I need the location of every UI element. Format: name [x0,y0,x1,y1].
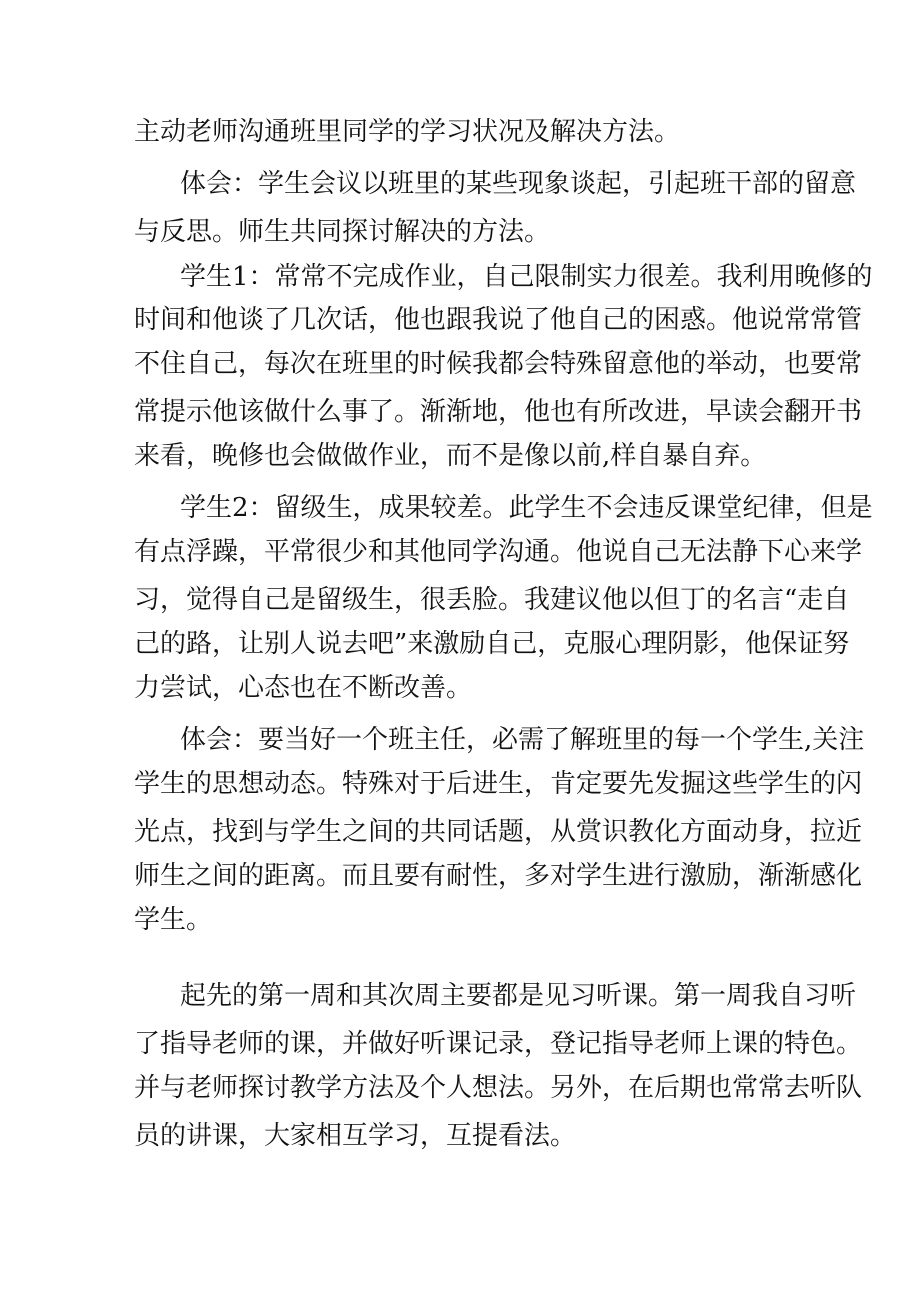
text-line: 与反思。师生共同探讨解决的方法。 [134,217,551,247]
paragraph-4-line-2 [0,812,920,852]
paragraph-2-line-3 [0,392,920,432]
text-line: 师生之间的距离。而且要有耐性，多对学生进行激励，渐渐感化 [134,861,863,891]
paragraph-4-line-3 [0,856,920,896]
paragraph-1-line-1 [0,212,920,252]
paragraph-4-line-0 [0,720,920,760]
paragraph-1-line-0 [0,164,920,204]
paragraph-2-line-2 [0,344,920,384]
paragraph-3-line-0 [0,488,920,528]
text-line: 力尝试，心态也在不断改善。 [134,673,473,703]
text-line: 学生。 [134,905,213,935]
text-line: 体会：学生会议以班里的某些现象谈起，引起班干部的留意 [180,169,857,199]
text-line: 并与老师探讨教学方法及个人想法。另外，在后期也常常去听队 [134,1073,863,1103]
paragraph-0-line-0 [0,112,920,152]
paragraph-4-line-4 [0,900,920,940]
paragraph-2-line-4 [0,436,920,476]
paragraph-3-line-3 [0,624,920,664]
text-line: 学生1：常常不完成作业，自己限制实力很差。我利用晚修的 [180,262,873,292]
text-line: 学生的思想动态。特殊对于后进生，肯定要先发掘这些学生的闪 [134,769,863,799]
paragraph-3-line-2 [0,580,920,620]
paragraph-4-line-1 [0,764,920,804]
paragraph-3-line-4 [0,668,920,708]
text-line: 了指导老师的课，并做好听课记录，登记指导老师上课的特色。 [134,1029,863,1059]
text-line: 习，觉得自己是留级生，很丢脸。我建议他以但丁的名言“走自 [134,585,850,615]
text-line: 学生2：留级生，成果较差。此学生不会违反课堂纪律，但是 [180,493,873,523]
paragraph-5-line-0 [0,976,920,1016]
paragraph-2-line-0 [0,257,920,297]
text-line: 有点浮躁，平常很少和其他同学沟通。他说自己无法静下心来学 [134,537,863,567]
paragraph-3-line-1 [0,532,920,572]
text-line: 体会：要当好一个班主任，必需了解班里的每一个学生,关注 [180,725,865,755]
text-line: 常提示他该做什么事了。渐渐地，他也有所改进，早读会翻开书 [134,397,863,427]
text-line: 来看，晚修也会做做作业，而不是像以前,样自暴自弃。 [134,441,767,471]
text-line: 起先的第一周和其次周主要都是见习听课。第一周我自习听 [180,981,857,1011]
paragraph-2-line-1 [0,300,920,340]
text-line: 光点，找到与学生之间的共同话题，从赏识教化方面动身，拉近 [134,817,863,847]
text-line: 主动老师沟通班里同学的学习状况及解决方法。 [134,117,681,147]
paragraph-5-line-2 [0,1068,920,1108]
text-line: 己的路，让别人说去吧”来激励自己，克服心理阴影，他保证努 [134,629,850,659]
paragraph-5-line-1 [0,1024,920,1064]
text-line: 时间和他谈了几次话，他也跟我说了他自己的困惑。他说常常管 [134,305,863,335]
text-line: 员的讲课，大家相互学习，互提看法。 [134,1121,577,1151]
paragraph-5-line-3 [0,1116,920,1156]
text-line: 不住自己，每次在班里的时候我都会特殊留意他的举动，也要常 [134,349,863,379]
